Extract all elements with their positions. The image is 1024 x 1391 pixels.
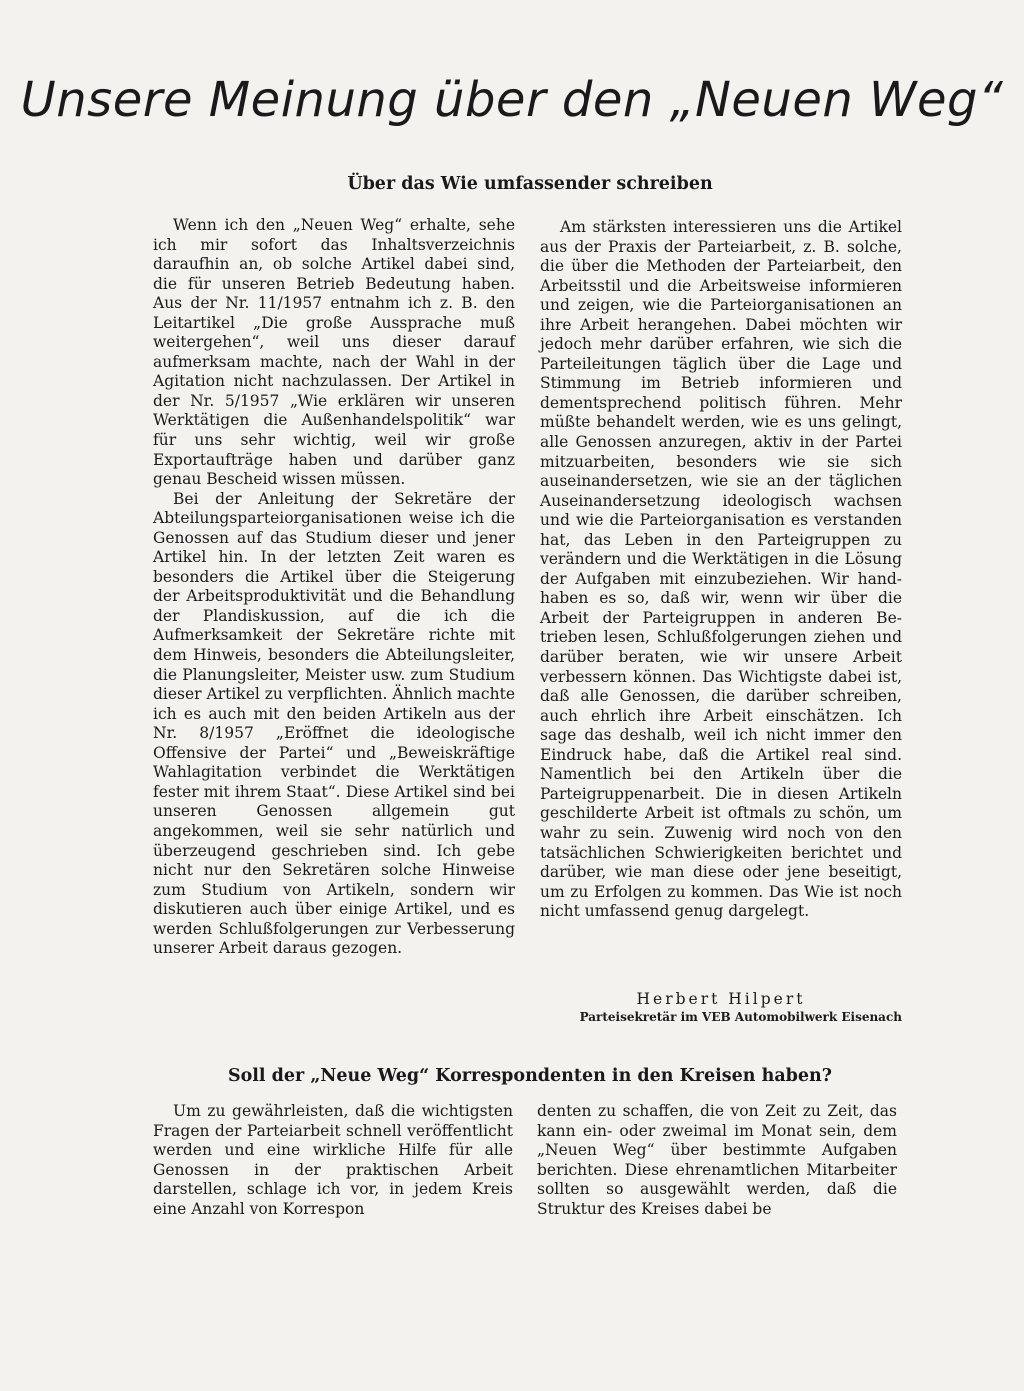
author-name: Herbert Hilpert <box>636 990 806 1008</box>
section-2-left-column <box>153 1102 513 1219</box>
section-1-heading: Über das Wie umfassender schreiben <box>347 174 713 194</box>
page-title: Unsere Meinung über den „Neuen Weg“ <box>20 72 1004 128</box>
paragraph: Am stärksten interessieren uns die Artikel aus der Praxis der Parteiarbeit, z. B. solche, die über die Methoden der Parteiarbeit, den Arbeitsstil und die Arbeitsweise informieren und zeigen, wie die Parteiorganisationen an ihre Arbeit herangehen. Dabei möchten wir jedoch mehr darüber erfahren, wie sich die Parteileitungen täglich über die Lage und Stimmung im Betrieb informieren und dementsprechend politisch führen. Mehr müßte behandelt werden, wie es uns gelingt, alle Genossen anzuregen, aktiv in der Partei mitzuarbeiten, besonders wie sie sich auseinandersetzen, wie sie an der täglichen Auseinandersetzung ideologisch wachsen und wie die Parteiorganisation es verstanden hat, das Leben in den Parteigruppen zu verändern und die Werktätigen in die Lösung der Aufgaben mit einzubeziehen. Wir handhaben es so, daß wir, wenn wir über die Arbeit der Parteigruppen in anderen Betrieben lesen, Schlußfolgerungen ziehen und darüber beraten, wie wir unsere Arbeit verbessern können. Das Wichtigste dabei ist, daß alle Genossen, die darüber schreiben, auch ehrlich ihre Arbeit einschätzen. Ich sage das deshalb, weil ich nicht immer den Eindruck habe, daß die Artikel real sind. Namentlich bei den Artikeln über die Parteigruppenarbeit. Die in diesen Artikeln geschilderte Arbeit ist oftmals zu schön, um wahr zu sein. Zuwenig wird noch von den tatsächlichen Schwierigkeiten berichtet und darüber, wie man diese oder jene beseitigt, um zu Erfolgen zu kommen. Das Wie ist noch nicht umfassend genug dargelegt. <box>540 218 902 921</box>
paragraph: Bei der Anleitung der Sekretäre der Abteilungsparteiorganisationen weise ich die Genossen auf das Studium dieser und jener Artikel hin. In der letzten Zeit waren es besonders die Artikel über die Steigerung der Arbeitsproduktivität und die Behandlung der Plandiskussion, auf die ich die Aufmerksamkeit der Sekretäre richte mit dem Hinweis, besonders die Abteilungsleiter, die Planungsleiter, Meister usw. zum Studium dieser Artikel zu verpflichten. Ähnlich machte ich es auch mit den beiden Artikeln aus der Nr. 8/1957 „Eröffnet die ideologische Offensive der Partei“ und „Beweiskräftige Wahlagitation verbindet die Werktätigen fester mit ihrem Staat“. Diese Artikel sind bei unseren Genossen allgemein gut angekommen, weil sie sehr natürlich und überzeugend geschrieben sind. Ich gebe nicht nur den Sekretären solche Hinweise zum Studium von Artikeln, sondern wir diskutieren auch über einige Artikel, und es werden Schlußfolgerungen zur Verbesserung unserer Arbeit daraus gezogen. <box>153 489 515 958</box>
section-1-right-column <box>540 218 902 922</box>
author-role: Parteisekretär im VEB Automobilwerk Eisenach <box>579 1010 902 1024</box>
section-1-left-column <box>153 216 515 959</box>
paragraph: Um zu gewährleisten, daß die wichtigsten Fragen der Parteiarbeit schnell veröffentlicht werden und eine wirkliche Hilfe für alle Genossen in der praktischen Arbeit darstellen, schlage ich vor, in jedem Kreis eine Anzahl von Korrespon <box>153 1102 513 1218</box>
paragraph: denten zu schaffen, die von Zeit zu Zeit, das kann ein- oder zweimal im Monat sein, dem „Neuen Weg“ über bestimmte Aufgaben berichten. Diese ehrenamtlichen Mitarbeiter sollten so ausgewählt werden, daß die Struktur des Kreises dabei be <box>537 1102 897 1218</box>
section-2-right-column <box>537 1102 897 1219</box>
section-2-heading: Soll der „Neue Weg“ Korrespondenten in den Kreisen haben? <box>227 1066 833 1086</box>
paragraph: Wenn ich den „Neuen Weg“ erhalte, sehe ich mir sofort das Inhaltsverzeichnis daraufhin an, ob solche Artikel dabei sind, die für unseren Betrieb Bedeutung haben. Aus der Nr. 11/1957 entnahm ich z. B. den Leitartikel „Die große Aussprache muß weitergehen“, weil uns dieser darauf aufmerksam machte, nach der Wahl in der Agitation nicht nachzulassen. Der Artikel in der Nr. 5/1957 „Wie erklären wir unseren Werktätigen die Außenhandelspolitik“ war für uns sehr wichtig, weil wir große Exportaufträge haben und darüber ganz genau Bescheid wissen müssen. <box>153 216 515 489</box>
